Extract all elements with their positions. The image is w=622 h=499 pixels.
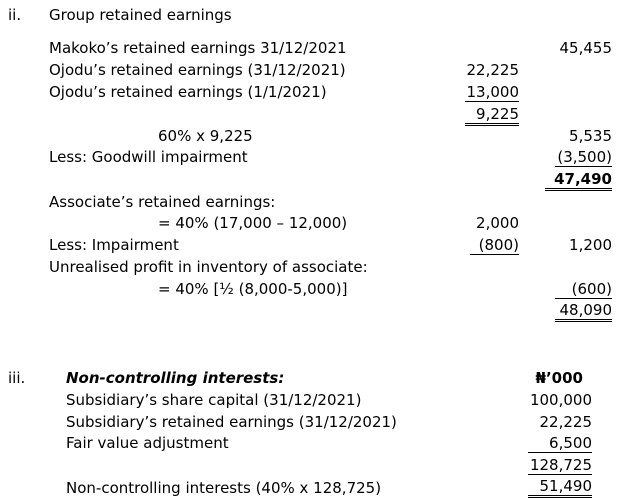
- impair-value: (800): [470, 236, 519, 255]
- goodwill-label: Less: Goodwill impairment: [49, 148, 248, 166]
- share-cap-label: Subsidiary’s share capital (31/12/2021): [66, 391, 362, 409]
- share-label: 60% x 9,225: [158, 127, 253, 145]
- fv-label: Fair value adjustment: [66, 434, 229, 452]
- section-ii-title: Group retained earnings: [49, 6, 232, 24]
- ojodu-diff-value: 9,225: [465, 105, 519, 126]
- urp-label: Unrealised profit in inventory of associate:: [49, 258, 368, 276]
- assoc-calc-label: = 40% (17,000 – 12,000): [158, 214, 348, 232]
- nci-value: 51,490: [528, 477, 592, 498]
- ret-earn-label: Subsidiary’s retained earnings (31/12/2021): [66, 413, 397, 431]
- share-cap-value: 100,000: [529, 391, 592, 409]
- impair-net-value: 1,200: [569, 236, 612, 254]
- ojodu-2021b-value: 13,000: [466, 83, 519, 101]
- currency-header: ₦’000: [535, 369, 583, 387]
- section-iii-marker: iii.: [8, 369, 26, 387]
- section-ii-marker: ii.: [8, 6, 22, 24]
- section-iii-title: Non-controlling interests:: [66, 369, 285, 387]
- subtotal-value: 47,490: [545, 170, 612, 191]
- ojodu-2021b-label: Ojodu’s retained earnings (1/1/2021): [49, 83, 327, 101]
- goodwill-value: (3,500): [555, 148, 612, 167]
- urp-value: (600): [555, 280, 612, 299]
- urp-calc-label: = 40% [½ (8,000-5,000)]: [158, 280, 348, 298]
- makoko-label: Makoko’s retained earnings 31/12/2021: [49, 39, 347, 57]
- assoc-label: Associate’s retained earnings:: [49, 193, 276, 211]
- impair-label: Less: Impairment: [49, 236, 179, 254]
- assoc-calc-value: 2,000: [476, 214, 519, 232]
- ret-earn-value: 22,225: [539, 413, 592, 431]
- nci-label: Non-controlling interests (40% x 128,725): [66, 479, 382, 497]
- ojodu-2021-value: 22,225: [466, 61, 519, 79]
- fv-value: 6,500: [528, 434, 592, 453]
- share-value: 5,535: [569, 127, 612, 145]
- sum-value: 128,725: [529, 456, 592, 474]
- makoko-value: 45,455: [559, 39, 612, 57]
- total-value: 48,090: [555, 301, 612, 322]
- ojodu-2021-label: Ojodu’s retained earnings (31/12/2021): [49, 61, 346, 79]
